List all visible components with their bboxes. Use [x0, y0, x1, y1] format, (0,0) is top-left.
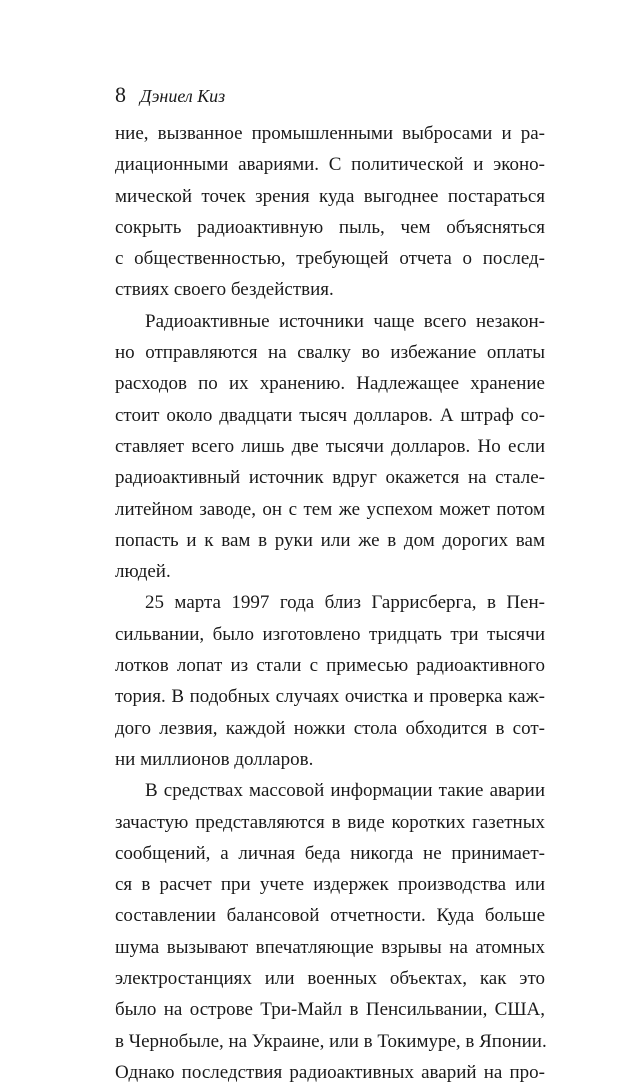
text-line: сильвании, было изготовлено тридцать три тысячи — [115, 623, 545, 645]
text-line: с общественностью, требующей отчета о послед- — [115, 248, 545, 270]
text-line: электростанциях или военных объектах, как это — [115, 968, 545, 990]
text-line: ние, вызванное промышленными выбросами и ра- — [115, 123, 545, 144]
text-line: Однако последствия радиоактивных аварий на про- — [115, 1061, 545, 1083]
text-line: ствиях своего бездействия. — [115, 279, 334, 301]
page-number: 8 — [115, 82, 126, 107]
text-line: шума вызывают впечатляющие взрывы на атомных — [115, 936, 545, 958]
text-line: сообщений, а личная беда никогда не принимает- — [115, 842, 545, 864]
text-line: лотков лопат из стали с примесью радиоактивного — [115, 655, 545, 677]
text-line: было на острове Три-Майл в Пенсильвании, США, — [115, 999, 545, 1021]
text-line: радиоактивный источник вдруг окажется на стале- — [115, 467, 545, 489]
text-line: попасть и к вам в руки или же в дом дорогих вам — [115, 529, 545, 551]
text-line: но отправляются на свалку во избежание оплаты — [115, 342, 545, 364]
text-line: составлении балансовой отчетности. Куда больше — [115, 905, 545, 927]
text-line: тория. В подобных случаях очистка и проверка каж- — [115, 686, 545, 708]
text-line: стоит около двадцати тысяч долларов. А штраф со- — [115, 404, 545, 426]
text-line: В средствах массовой информации такие аварии — [145, 780, 545, 802]
text-line: мической точек зрения куда выгоднее постараться — [115, 185, 545, 207]
text-line: в Чернобыле, на Украине, или в Токимуре, в Японии. — [115, 1030, 547, 1052]
text-line: расходов по их хранению. Надлежащее хранение — [115, 373, 545, 395]
text-line: зачастую представляются в виде коротких газетных — [115, 811, 545, 833]
text-line: ставляет всего лишь две тысячи долларов. Но если — [115, 435, 545, 457]
text-line: сокрыть радиоактивную пыль, чем объясняться — [115, 216, 545, 238]
body-text — [115, 118, 545, 1088]
text-line: ся в расчет при учете издержек производства или — [115, 874, 545, 896]
text-line: людей. — [115, 561, 171, 583]
running-head — [115, 84, 225, 107]
text-line: диационными авариями. С политической и эконо- — [115, 154, 545, 176]
text-line: Радиоактивные источники чаще всего незакон- — [145, 310, 545, 332]
text-line: ни миллионов долларов. — [115, 748, 314, 770]
author-name: Дэниел Киз — [140, 86, 226, 106]
text-line: литейном заводе, он с тем же успехом может потом — [115, 498, 545, 520]
text-line: 25 марта 1997 года близ Гаррисберга, в Пен- — [145, 592, 545, 614]
text-line: дого лезвия, каждой ножки стола обходится в сот- — [115, 717, 545, 739]
